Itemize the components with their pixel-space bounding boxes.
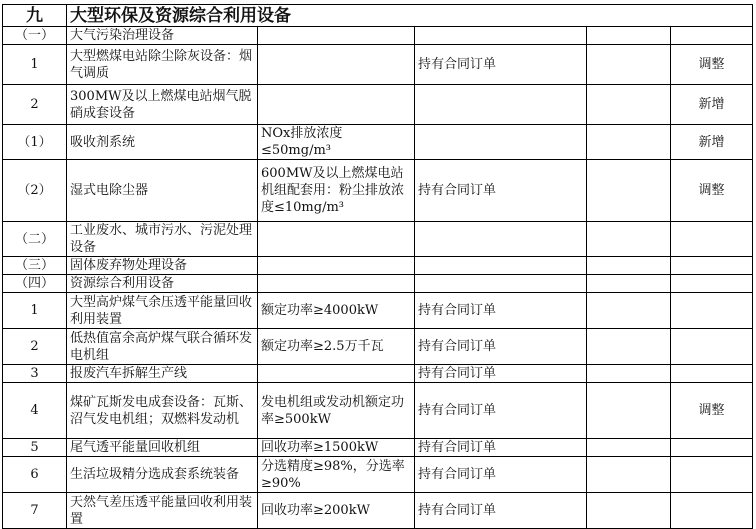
item-parameter: 额定功率≥2.5万千瓦 <box>258 329 415 365</box>
section-title: 大型环保及资源综合利用设备 <box>67 5 753 27</box>
item-name: 大气污染治理设备 <box>67 27 258 45</box>
item-action <box>671 439 753 457</box>
item-number: 5 <box>3 439 67 457</box>
table-row <box>3 293 753 329</box>
subsection-row <box>3 275 753 293</box>
item-condition: 持有合同订单 <box>415 329 587 365</box>
item-condition: 持有合同订单 <box>415 365 587 383</box>
item-extra <box>587 329 671 365</box>
item-action <box>671 329 753 365</box>
item-extra <box>587 293 671 329</box>
item-action <box>671 493 753 529</box>
item-number: （一） <box>3 27 67 45</box>
item-action: 调整 <box>671 383 753 439</box>
item-number: 3 <box>3 365 67 383</box>
subsection-row <box>3 222 753 257</box>
item-number: （二） <box>3 222 67 257</box>
item-condition <box>415 27 587 45</box>
item-action <box>671 27 753 45</box>
table-row <box>3 329 753 365</box>
item-extra <box>587 160 671 222</box>
item-condition <box>415 275 587 293</box>
item-number: 2 <box>3 85 67 125</box>
item-number: 4 <box>3 383 67 439</box>
item-number: 1 <box>3 293 67 329</box>
table-row <box>3 125 753 160</box>
item-parameter: 发电机组或发动机额定功率≥500kW <box>258 383 415 439</box>
item-action <box>671 257 753 275</box>
item-number: 2 <box>3 329 67 365</box>
item-parameter: 600MW及以上燃煤电站机组配套用：粉尘排放浓度≤10mg/m³ <box>258 160 415 222</box>
table-row <box>3 383 753 439</box>
item-name: 大型燃煤电站除尘除灰设备：烟气调质 <box>67 45 258 85</box>
item-parameter: 回收功率≥200kW <box>258 493 415 529</box>
item-condition: 持有合同订单 <box>415 439 587 457</box>
item-action: 新增 <box>671 125 753 160</box>
item-name: 湿式电除尘器 <box>67 160 258 222</box>
item-name: 煤矿瓦斯发电成套设备：瓦斯、沼气发电机组；双燃料发动机 <box>67 383 258 439</box>
item-action: 调整 <box>671 160 753 222</box>
item-parameter <box>258 365 415 383</box>
item-name: 天然气差压透平能量回收利用装置 <box>67 493 258 529</box>
item-condition: 持有合同订单 <box>415 293 587 329</box>
item-extra <box>587 383 671 439</box>
item-name: 尾气透平能量回收机组 <box>67 439 258 457</box>
table-row <box>3 85 753 125</box>
item-condition: 持有合同订单 <box>415 383 587 439</box>
item-number: 7 <box>3 493 67 529</box>
item-action <box>671 222 753 257</box>
table-row <box>3 457 753 493</box>
item-condition: 持有合同订单 <box>415 457 587 493</box>
item-action: 调整 <box>671 45 753 85</box>
table-row <box>3 493 753 529</box>
item-extra <box>587 222 671 257</box>
subsection-row <box>3 27 753 45</box>
item-name: 300MW及以上燃煤电站烟气脱硝成套设备 <box>67 85 258 125</box>
item-parameter: 分选精度≥98%，分选率≥90% <box>258 457 415 493</box>
item-extra <box>587 85 671 125</box>
item-extra <box>587 45 671 85</box>
item-name: 大型高炉煤气余压透平能量回收利用装置 <box>67 293 258 329</box>
section-header-row <box>3 5 753 27</box>
item-parameter: NOx排放浓度≤50mg/m³ <box>258 125 415 160</box>
item-condition <box>415 125 587 160</box>
item-condition: 持有合同订单 <box>415 160 587 222</box>
item-name: 资源综合利用设备 <box>67 275 258 293</box>
item-number: （2） <box>3 160 67 222</box>
item-action <box>671 293 753 329</box>
section-number: 九 <box>3 5 67 27</box>
item-parameter: 回收功率≥1500kW <box>258 439 415 457</box>
item-parameter <box>258 27 415 45</box>
item-number: （三） <box>3 257 67 275</box>
item-number: （四） <box>3 275 67 293</box>
item-number: 6 <box>3 457 67 493</box>
item-condition <box>415 85 587 125</box>
item-parameter <box>258 85 415 125</box>
table-row <box>3 439 753 457</box>
subsection-row <box>3 257 753 275</box>
item-extra <box>587 439 671 457</box>
item-name: 固体废弃物处理设备 <box>67 257 258 275</box>
item-parameter <box>258 222 415 257</box>
item-name: 报废汽车拆解生产线 <box>67 365 258 383</box>
item-extra <box>587 257 671 275</box>
item-extra <box>587 457 671 493</box>
item-number: （1） <box>3 125 67 160</box>
item-action <box>671 457 753 493</box>
table-row <box>3 365 753 383</box>
item-name: 低热值富余高炉煤气联合循环发电机组 <box>67 329 258 365</box>
item-extra <box>587 275 671 293</box>
item-parameter: 额定功率≥4000kW <box>258 293 415 329</box>
equipment-table <box>2 4 753 529</box>
item-extra <box>587 27 671 45</box>
item-condition: 持有合同订单 <box>415 45 587 85</box>
item-parameter <box>258 275 415 293</box>
item-extra <box>587 125 671 160</box>
item-name: 生活垃圾精分选成套系统装备 <box>67 457 258 493</box>
item-extra <box>587 365 671 383</box>
item-name: 吸收剂系统 <box>67 125 258 160</box>
item-condition <box>415 257 587 275</box>
table-row <box>3 45 753 85</box>
item-action <box>671 275 753 293</box>
item-extra <box>587 493 671 529</box>
item-name: 工业废水、城市污水、污泥处理设备 <box>67 222 258 257</box>
item-parameter <box>258 45 415 85</box>
item-condition: 持有合同订单 <box>415 493 587 529</box>
item-condition <box>415 222 587 257</box>
item-parameter <box>258 257 415 275</box>
item-number: 1 <box>3 45 67 85</box>
item-action <box>671 365 753 383</box>
table-row <box>3 160 753 222</box>
item-action: 新增 <box>671 85 753 125</box>
